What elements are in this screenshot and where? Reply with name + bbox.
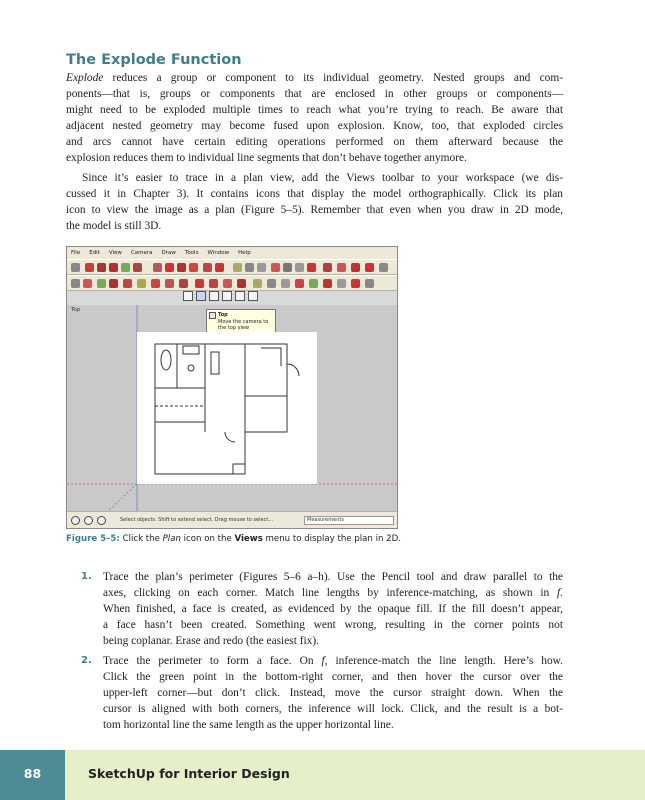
menu-edit[interactable]: Edit xyxy=(89,250,100,256)
door-arc xyxy=(225,432,235,442)
list-item: 1. Trace the plan’s perimeter (Figures 5–6 a–h). Use the Pencil tool and draw parallel to the axes, clicking on each corner. Match line lengths by inference-matching, as shown in f. When finished, a face is created, as evidenced by the opaque fill. If the fill doesn’t appear, a face hasn’t been created. Something went wrong, resulting in the corner points not being coplanar. Erase and redo (the easiest fix). xyxy=(81,571,563,647)
toolbar-row-2 xyxy=(67,275,397,291)
pushpull-tool-icon[interactable] xyxy=(165,263,174,272)
select-tool-icon[interactable] xyxy=(71,279,80,288)
outer-wall xyxy=(155,344,245,474)
dimension-tool-icon[interactable] xyxy=(245,263,254,272)
page-footer xyxy=(0,750,645,800)
bathtub xyxy=(161,350,171,370)
rotate-tool-icon[interactable] xyxy=(177,263,186,272)
more-tools-icon[interactable] xyxy=(379,263,388,272)
menu-help[interactable]: Help xyxy=(238,250,251,256)
paint-tool-icon[interactable] xyxy=(97,279,106,288)
step-number: 2. xyxy=(81,655,92,666)
door-arc xyxy=(287,364,299,376)
tape-tool-icon[interactable] xyxy=(233,263,242,272)
menu-draw[interactable]: Draw xyxy=(161,250,176,256)
para2-line: cussed it in Chapter 3). It contains icons that display the model orthographically. Click its plan xyxy=(66,188,563,200)
para2-line: icon to view the image as a plan (Figure 5–5). Remember that even when you draw in 2D mode, xyxy=(66,204,563,216)
para2-line: the model is still 3D. xyxy=(66,220,162,232)
shadow-icon[interactable] xyxy=(365,279,374,288)
floor-plan-drawing xyxy=(137,332,317,484)
circle-tool-icon[interactable] xyxy=(151,279,160,288)
credits-icon[interactable] xyxy=(84,516,93,525)
para1-line: explosion reduces them to individual line segments that don’t behave together anymore. xyxy=(66,152,467,164)
orbit-tool-icon[interactable] xyxy=(271,263,280,272)
pan-tool-icon[interactable] xyxy=(283,263,292,272)
pencil-tool-icon[interactable] xyxy=(97,263,106,272)
sketchup-screenshot xyxy=(66,246,398,529)
select-tool-icon[interactable] xyxy=(71,263,80,272)
offset-tool-icon[interactable] xyxy=(215,263,224,272)
toilet xyxy=(188,365,194,371)
move-tool-icon[interactable] xyxy=(153,263,162,272)
section-title: The Explode Function xyxy=(66,52,242,68)
para1-line: ponents—that is, groups or components that are enclosed in other groups or components— xyxy=(66,88,563,100)
warehouse-icon[interactable] xyxy=(351,263,360,272)
help-icon[interactable] xyxy=(97,516,106,525)
para1-line: adjacent nested geometry may become fused upon explosion. Know, too, that exploded circles xyxy=(66,120,563,132)
para1-line: Explode reduces a group or component to its individual geometry. Nested groups and com- xyxy=(66,72,563,84)
step-number: 1. xyxy=(81,571,92,582)
eraser-tool-icon[interactable] xyxy=(109,279,118,288)
menu-tools[interactable]: Tools xyxy=(184,250,199,256)
arc-tool-icon[interactable] xyxy=(133,263,142,272)
menu-window[interactable]: Window xyxy=(207,250,230,256)
tooltip-title: Top xyxy=(218,312,228,318)
entry-step xyxy=(233,464,245,474)
views-toolbar xyxy=(183,291,258,303)
status-bar xyxy=(67,511,397,528)
page-number: 88 xyxy=(0,750,65,800)
zoom-tool-icon[interactable] xyxy=(295,263,304,272)
position-camera-icon[interactable] xyxy=(337,279,346,288)
status-text: Select objects. Shift to extend select. Drag mouse to select... xyxy=(120,517,274,523)
text-tool-icon[interactable] xyxy=(267,279,276,288)
move-tool-icon[interactable] xyxy=(195,279,204,288)
views-paragraph xyxy=(66,170,563,234)
3d-text-icon[interactable] xyxy=(295,279,304,288)
figure-caption: Figure 5–5: Click the Plan icon on the Views menu to display the plan in 2D. xyxy=(66,534,401,544)
menu-bar xyxy=(67,247,397,259)
explode-paragraph xyxy=(66,70,563,166)
eraser-tool-icon[interactable] xyxy=(85,263,94,272)
toolbar-row-1 xyxy=(67,259,397,275)
component-tool-icon[interactable] xyxy=(337,263,346,272)
rotate-tool-icon[interactable] xyxy=(209,279,218,288)
caption-label: Figure 5–5: xyxy=(66,534,120,544)
model-viewport[interactable] xyxy=(67,305,397,512)
freehand-tool-icon[interactable] xyxy=(179,279,188,288)
tooltip-line: Move the camera to the top view xyxy=(218,318,269,331)
look-around-icon[interactable] xyxy=(323,279,332,288)
closet xyxy=(211,352,219,374)
menu-view[interactable]: View xyxy=(108,250,122,256)
tape-tool-icon[interactable] xyxy=(253,279,262,288)
menu-camera[interactable]: Camera xyxy=(130,250,153,256)
polygon-tool-icon[interactable] xyxy=(165,279,174,288)
scale-tool-icon[interactable] xyxy=(223,279,232,288)
floor-plan xyxy=(137,332,317,484)
protractor-tool-icon[interactable] xyxy=(257,263,266,272)
scale-tool-icon[interactable] xyxy=(203,263,212,272)
measurements-label: Measurements xyxy=(307,517,344,523)
back-view-icon[interactable] xyxy=(235,291,245,301)
followme-tool-icon[interactable] xyxy=(189,263,198,272)
book-title: SketchUp for Interior Design xyxy=(88,766,290,781)
top-view-icon[interactable] xyxy=(196,291,206,301)
kitchen-counter xyxy=(261,348,281,366)
iso-view-icon[interactable] xyxy=(183,291,193,301)
para1-line: and arcs cannot have certain editing operations performed on them afterward because the xyxy=(66,136,563,148)
geo-location-icon[interactable] xyxy=(71,516,80,525)
offset-tool-icon[interactable] xyxy=(237,279,246,288)
make-component-icon[interactable] xyxy=(83,279,92,288)
circle-tool-icon[interactable] xyxy=(121,263,130,272)
zoom-extents-icon[interactable] xyxy=(307,263,316,272)
rectangle-tool-icon[interactable] xyxy=(109,263,118,272)
para2-line: Since it’s easier to trace in a plan view, add the Views toolbar to your workspace (we dis- xyxy=(82,172,563,184)
walk-tool-icon[interactable] xyxy=(309,279,318,288)
menu-file[interactable]: File xyxy=(71,250,81,256)
sandbox-icon[interactable] xyxy=(351,279,360,288)
front-view-icon[interactable] xyxy=(209,291,219,301)
vanity xyxy=(183,346,199,354)
green-axis xyxy=(107,484,137,512)
left-view-icon[interactable] xyxy=(248,291,258,301)
line-tool-icon[interactable] xyxy=(137,279,146,288)
right-view-icon[interactable] xyxy=(222,291,232,301)
bathroom xyxy=(155,344,177,388)
extension-icon[interactable] xyxy=(365,263,374,272)
para1-line: might need to be exploded multiple times to reach what you’re trying to reach. Be aware that xyxy=(66,104,563,116)
axes-tool-icon[interactable] xyxy=(281,279,290,288)
view-label: Top xyxy=(71,307,81,313)
steps-list xyxy=(81,569,563,737)
rectangle-tool-icon[interactable] xyxy=(123,279,132,288)
section-tool-icon[interactable] xyxy=(323,263,332,272)
list-item: 2. Trace the perimeter to form a face. On f, inference-match the line length. Here’s how. Click the green point in the bottom-right corner, and then hover the cursor over the upper-left corner—but don’t click. Instead, move the cursor straight down. When the cursor is aligned with both corners, the inference will lock. Click, and the result is a bot- tom horizontal line the same length as the upper horizontal line. xyxy=(81,655,563,731)
explode-term: Explode xyxy=(66,72,104,84)
